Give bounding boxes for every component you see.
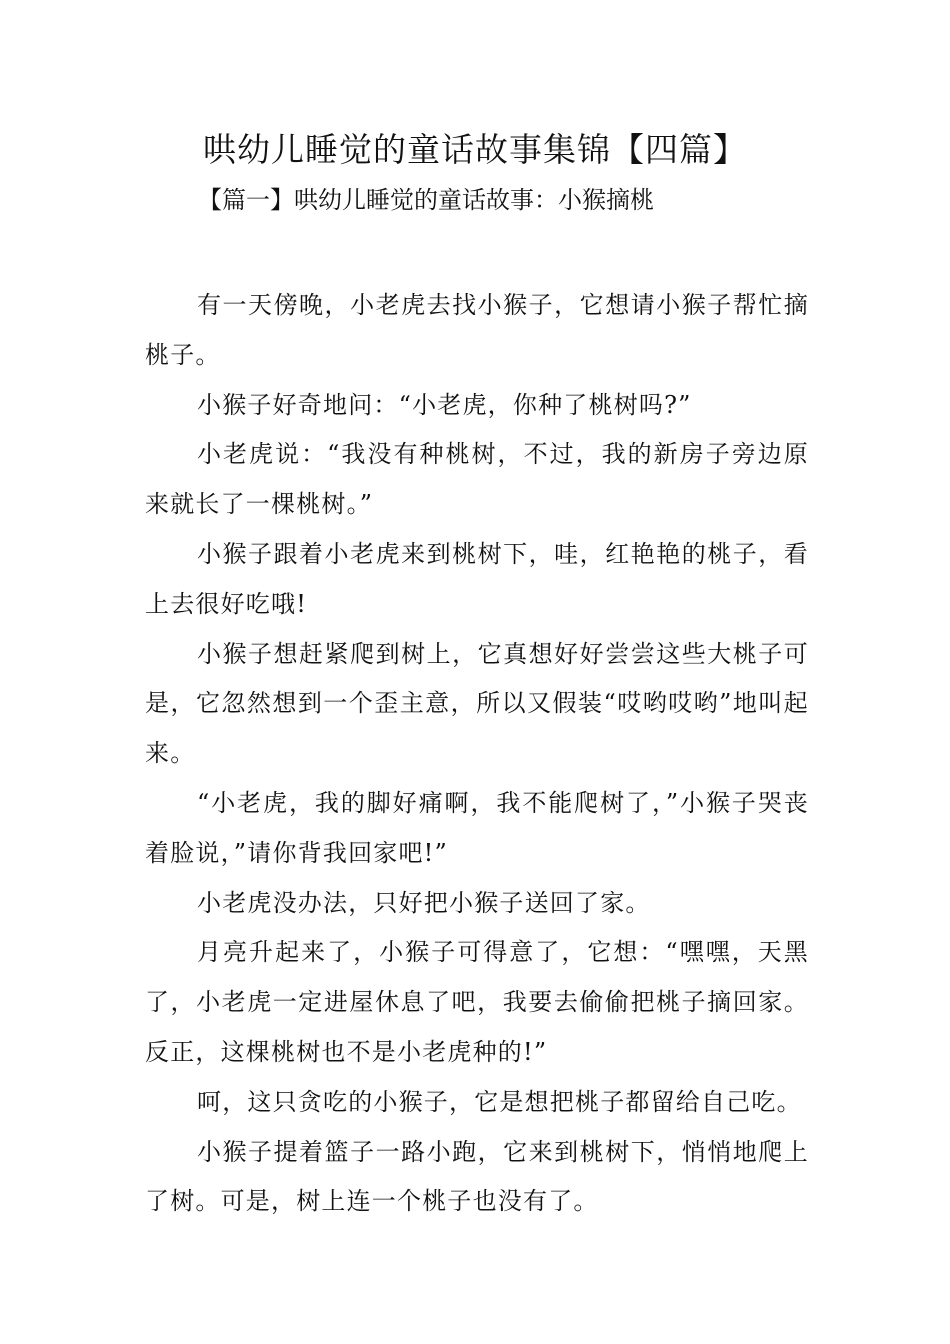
paragraph: 呵，这只贪吃的小猴子，它是想把桃子都留给自己吃。	[197, 1087, 802, 1116]
paragraph: “小老虎，我的脚好痛啊，我不能爬树了，”小猴子哭丧着脸说，”请你背我回家吧!”	[145, 788, 809, 867]
paragraph: 有一天傍晚，小老虎去找小猴子，它想请小猴子帮忙摘桃子。	[145, 291, 809, 369]
paragraph: 小老虎说：“我没有种桃树，不过，我的新房子旁边原来就长了一棵桃树。”	[145, 440, 809, 519]
paragraph: 小猴子提着篮子一路小跑，它来到桃树下，悄悄地爬上了树。可是，树上连一个桃子也没有了。	[145, 1137, 809, 1216]
section-heading: 【篇一】哄幼儿睡觉的童话故事：小猴摘桃	[198, 186, 654, 214]
paragraph: 小猴子跟着小老虎来到桃树下，哇，红艳艳的桃子，看上去很好吃哦!	[145, 539, 809, 618]
paragraph: 小老虎没办法，只好把小猴子送回了家。	[197, 888, 651, 917]
paragraph: 小猴子好奇地问：“小老虎，你种了桃树吗?”	[197, 390, 692, 419]
document-title: 哄幼儿睡觉的童话故事集锦【四篇】	[203, 130, 747, 169]
paragraph: 小猴子想赶紧爬到树上，它真想好好尝尝这些大桃子可是，它忽然想到一个歪主意，所以又假装“哎哟哎哟”地叫起来。	[145, 639, 809, 768]
paragraph: 月亮升起来了，小猴子可得意了，它想：“嘿嘿，天黑了，小老虎一定进屋休息了吧，我要去偷偷把桃子摘回家。反正，这棵桃树也不是小老虎种的!”	[145, 938, 809, 1066]
story-body	[145, 281, 809, 1227]
